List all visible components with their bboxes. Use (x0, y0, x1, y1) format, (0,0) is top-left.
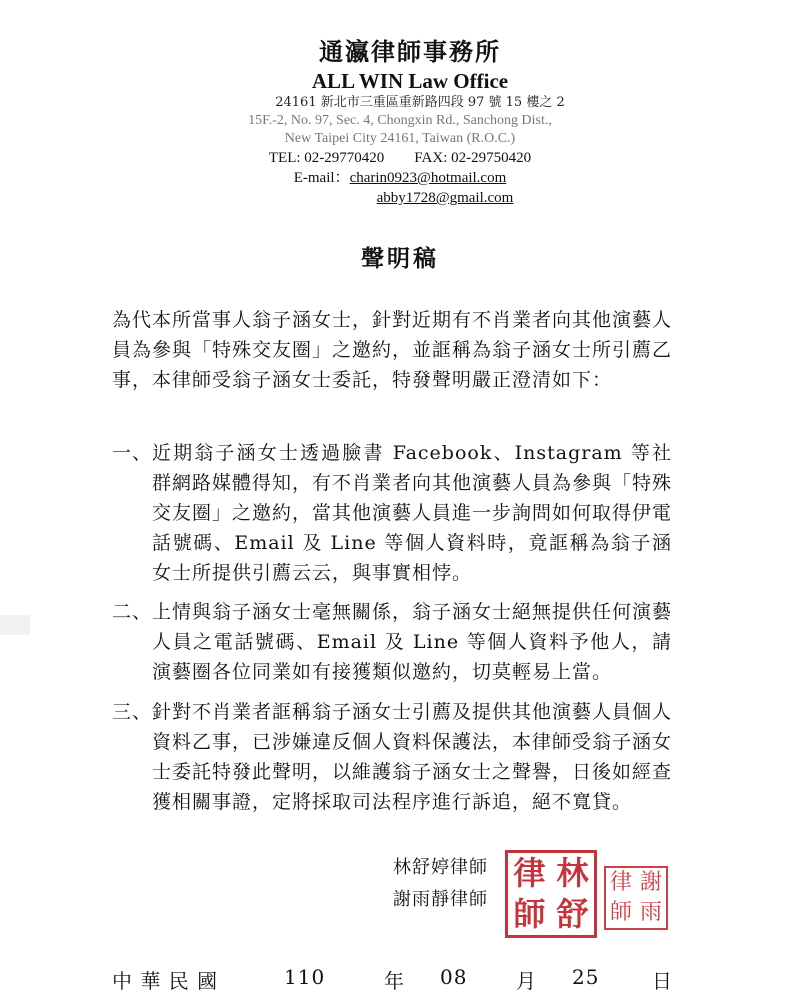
address-english-line-1: 15F.-2, No. 97, Sec. 4, Chongxin Rd., Sanchong Dist., (248, 113, 552, 128)
email-label: E-mail： (293, 170, 350, 186)
seal-char: 林 (556, 854, 589, 892)
date-month-unit: 月 (516, 969, 537, 993)
item-text: 上情與翁子涵女士毫無關係，翁子涵女士絕無提供任何演藝人員之電話號碼、Email 及 Line 等個人資料予他人，請演藝圈各位同業如有接獲類似邀約，切莫輕易上當。 (152, 601, 673, 683)
telephone: TEL: 02-29770420 (268, 150, 385, 166)
date-year: 110 (284, 965, 326, 989)
date-day-unit: 日 (652, 969, 673, 993)
email-link-2[interactable]: abby1728@gmail.com (376, 190, 514, 206)
seal-stamp-lawyer-1 (505, 850, 597, 938)
list-item (112, 697, 672, 817)
fax: FAX: 02-29750420 (414, 150, 532, 166)
signer-lawyer-1: 林舒婷律師 (393, 857, 488, 878)
list-item (112, 597, 672, 687)
seal-char: 師 (513, 895, 546, 933)
date-era: 中 華 民 國 (112, 969, 219, 993)
scan-artifact (0, 615, 30, 635)
item-text: 近期翁子涵女士透過臉書 Facebook、Instagram 等社群網路媒體得知，有不肖業者向其他演藝人員為參與「特殊交友圈」之邀約，當其他演藝人員進一步詢問如何取得伊電話號碼、Email 及 Line 等個人資料時，竟誆稱為翁子涵女士所提供引薦云云，與事實相悖。 (152, 442, 673, 584)
firm-name-english: ALL WIN Law Office (311, 69, 509, 93)
date-year-unit: 年 (384, 969, 405, 993)
item-number: 三、 (112, 701, 153, 723)
list-item (112, 438, 672, 588)
seal-char: 雨 (639, 900, 662, 925)
signer-lawyer-2: 謝雨靜律師 (393, 889, 488, 910)
item-number: 一、 (112, 442, 153, 464)
document-title: 聲明稿 (361, 245, 439, 272)
seal-char: 謝 (639, 870, 662, 895)
seal-char: 師 (609, 900, 632, 925)
signatures (393, 852, 488, 916)
email-link-1[interactable]: charin0923@hotmail.com (349, 170, 507, 186)
item-number: 二、 (112, 601, 153, 623)
seal-char: 律 (609, 870, 632, 895)
address-english-line-2: New Taipei City 24161, Taiwan (R.O.C.) (284, 131, 516, 146)
phone-fax-line (0, 148, 800, 168)
firm-name-chinese: 通瀛律師事務所 (319, 37, 501, 66)
email-line (0, 168, 800, 208)
date-month: 08 (440, 965, 468, 989)
seal-char: 舒 (556, 895, 589, 933)
date-day: 25 (572, 965, 600, 989)
intro-paragraph: 為代本所當事人翁子涵女士，針對近期有不肖業者向其他演藝人員為參與「特殊交友圈」之邀約，並誆稱為翁子涵女士所引薦乙事，本律師受翁子涵女士委託，特發聲明嚴正澄清如下： (112, 309, 673, 391)
address-chinese: 24161 新北市三重區重新路四段 97 號 15 樓之 2 (275, 95, 565, 110)
letterhead (0, 32, 800, 208)
seal-stamp-lawyer-2 (604, 866, 668, 930)
seal-char: 律 (513, 854, 546, 892)
item-text: 針對不肖業者誆稱翁子涵女士引薦及提供其他演藝人員個人資料乙事，已涉嫌違反個人資料保護法，本律師受翁子涵女士委託特發此聲明，以維護翁子涵女士之聲譽，日後如經查獲相關事證，定將採取司法程序進行訴追，絕不寬貸。 (152, 701, 673, 813)
